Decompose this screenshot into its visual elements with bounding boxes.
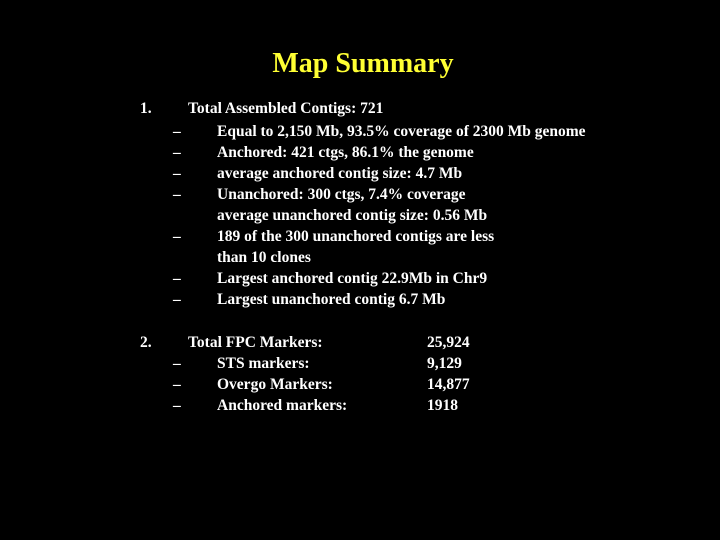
section-1-bullet-1: Equal to 2,150 Mb, 93.5% coverage of 2300 Mb genome	[217, 123, 586, 140]
bullet-dash: –	[173, 186, 181, 203]
bullet-dash: –	[173, 355, 181, 372]
bullet-dash: –	[173, 397, 181, 414]
section-1-bullet-2: Anchored: 421 ctgs, 86.1% the genome	[217, 144, 474, 161]
section-2-heading-value: 25,924	[427, 334, 470, 351]
section-1-bullet-5-continued: than 10 clones	[217, 249, 311, 266]
bullet-dash: –	[173, 123, 181, 140]
bullet-dash: –	[173, 291, 181, 308]
bullet-dash: –	[173, 376, 181, 393]
marker-value-anchored: 1918	[427, 397, 458, 414]
section-1-bullet-5: 189 of the 300 unanchored contigs are less	[217, 228, 495, 245]
section-2-number: 2.	[140, 334, 152, 351]
marker-label-anchored: Anchored markers:	[217, 397, 348, 414]
section-2-heading: Total FPC Markers:	[188, 334, 323, 351]
bullet-dash: –	[173, 144, 181, 161]
marker-label-overgo: Overgo Markers:	[217, 376, 333, 393]
section-1-heading: Total Assembled Contigs: 721	[188, 100, 384, 117]
section-1-bullet-4: Unanchored: 300 ctgs, 7.4% coverage	[217, 186, 466, 203]
bullet-dash: –	[173, 165, 181, 182]
section-1-bullet-4-continued: average unanchored contig size: 0.56 Mb	[217, 207, 488, 224]
marker-label-sts: STS markers:	[217, 355, 310, 372]
section-1-bullet-7: Largest unanchored contig 6.7 Mb	[217, 291, 446, 308]
bullet-dash: –	[173, 270, 181, 287]
bullet-dash: –	[173, 228, 181, 245]
section-1-bullet-6: Largest anchored contig 22.9Mb in Chr9	[217, 270, 488, 287]
section-1-number: 1.	[140, 100, 152, 117]
section-1-bullet-3: average anchored contig size: 4.7 Mb	[217, 165, 463, 182]
slide-title: Map Summary	[272, 48, 454, 79]
marker-value-sts: 9,129	[427, 355, 462, 372]
marker-value-overgo: 14,877	[427, 376, 470, 393]
